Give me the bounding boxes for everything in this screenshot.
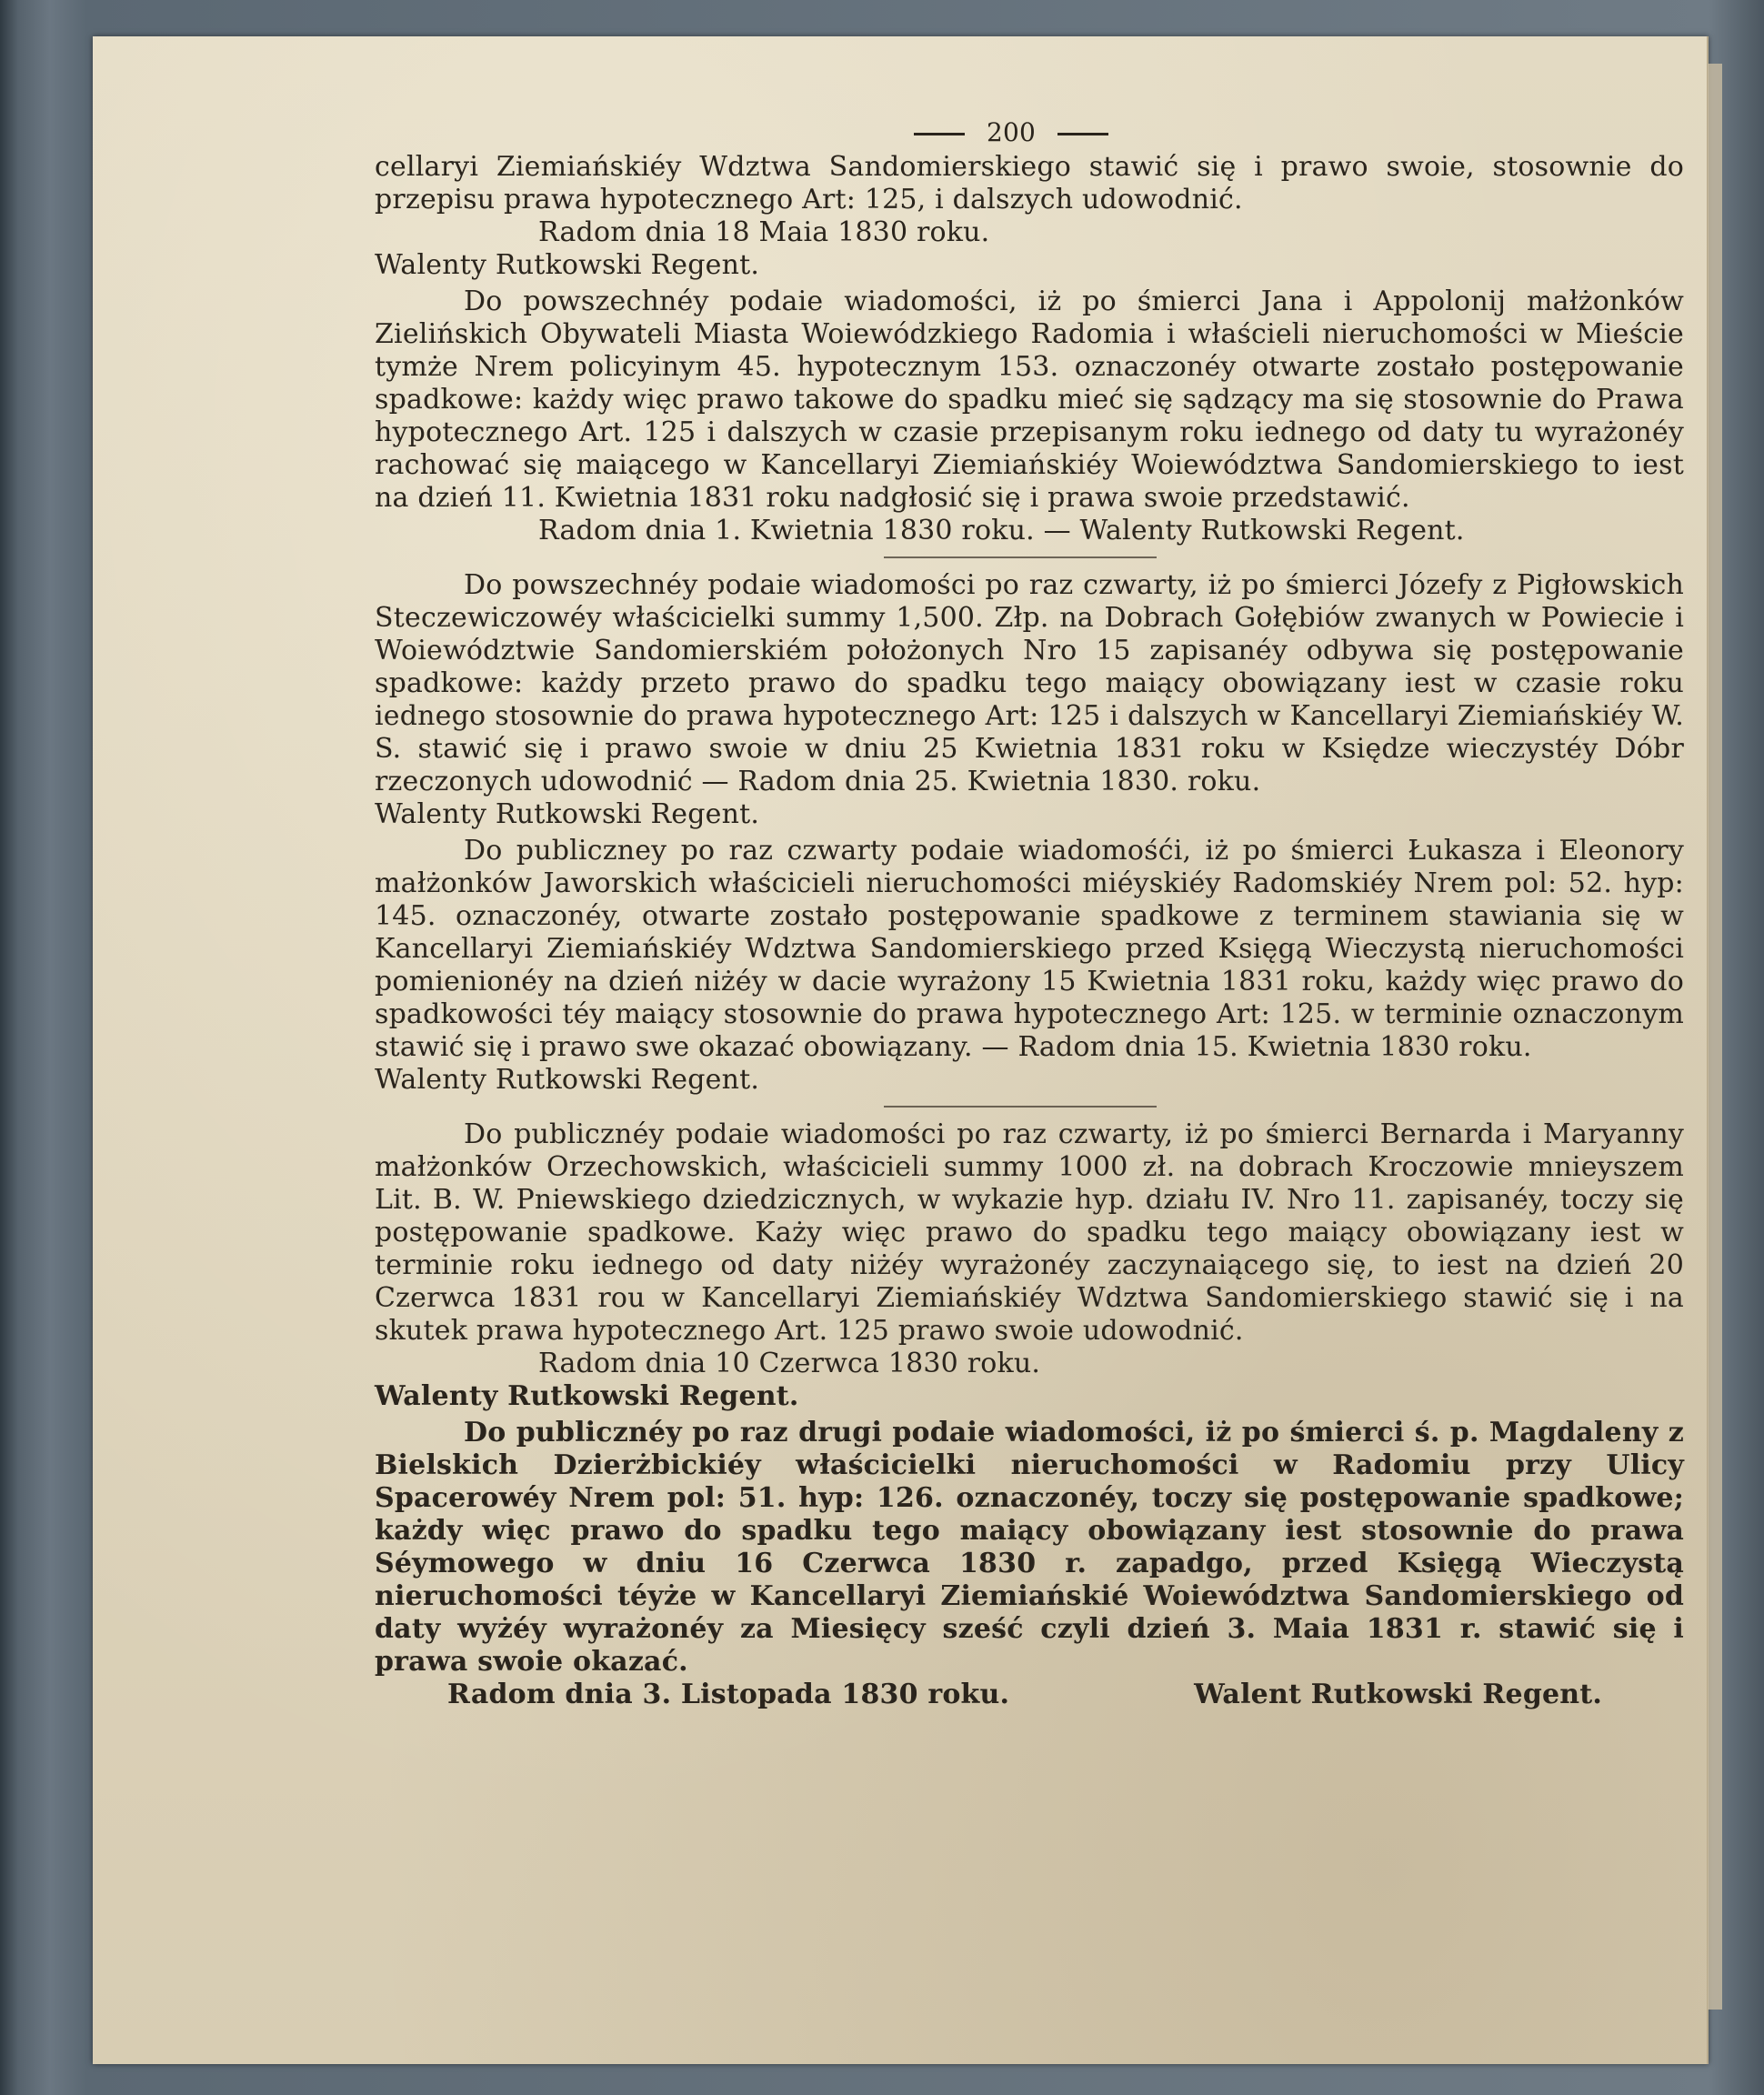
notice-paragraph: Do publicznéy podaie wiadomości po raz czwarty, iż po śmierci Bernarda i Maryanny małżonków Orzechowskich, właścicieli summy 1000 zł. na dobrach Kroczowie mnieyszem Lit. B. W. Pniewskiego dziedzicznych, w wykazie hyp. działu IV. Nro 11. zapisanéy, toczy się postępowanie spadkowe. Każy więc prawo do spadku tego maiący obowiązany iest w terminie roku iednego od daty niżéy wyrażonéy zaczynaiącego się, to iest na dzień 20 Czerwca 1831 rou w Kancellaryi Ziemiańskiéy Wdztwa Sandomierskiego stawić się i na skutek prawa hypotecznego Art. 125 prawo swoie udowodnić.: [375, 1118, 1684, 1347]
notice-signature: Walenty Rutkowski Regent.: [375, 1064, 760, 1096]
page-header: [338, 116, 1684, 151]
page-number: 200: [986, 117, 1037, 147]
notice-dzierzbicka: [375, 1417, 1684, 1711]
final-date-signature-row: [375, 1679, 1684, 1711]
notice-paragraph: Do powszechnéy podaie wiadomości, iż po śmierci Jana i Appolonij małżonków Zielińskich Obywateli Miasta Woiewódzkiego Radomia i właścieli nieruchomości w Mieście tymże Nrem policyinym 45. hypotecznym 153. oznaczonéy otwarte zostało postępowanie spadkowe: każdy więc prawo takowe do spadku mieć się sądzący ma się stosownie do Prawa hypotecznego Art. 125 i dalszych w czasie przepisanym roku iednego od daty tu wyrażonéy rachować się maiącego w Kancellaryi Ziemiańskiéy Woiewództwa Sandomierskiego to iest na dzień 11. Kwietnia 1831 roku nadgłosić się i prawa swoie przedstawić.: [375, 286, 1684, 514]
document-text: [375, 116, 1684, 1715]
notice-date: Radom dnia 3. Listopada 1830 roku.: [447, 1679, 1010, 1710]
notice-paragraph: Do publicznéy po raz drugi podaie wiadomości, iż po śmierci ś. p. Magdaleny z Bielskich Dzierżbickiéy właścicielki nieruchomości w Radomiu przy Ulicy Spacerowéy Nrem pol: 51. hyp: 126. oznaczonéy, toczy się postępowanie spadkowe; każdy więc prawo do spadku tego maiący obowiązany iest stosownie do prawa Séymowego w dniu 16 Czerwca 1830 r. zapadgo, przed Księgą Wieczystą nieruchomości téyże w Kancellaryi Ziemiańskié Woiewództwa Sandomierskiego od daty wyżéy wyrażonéy za Miesięcy sześć czyli dzień 3. Maia 1831 r. stawić się i prawa swoie okazać.: [375, 1417, 1684, 1678]
separator-rule: [884, 556, 1157, 558]
notice-signature: Walenty Rutkowski Regent.: [375, 249, 760, 281]
left-dash: [914, 133, 965, 135]
notice-date-signature: Radom dnia 1. Kwietnia 1830 roku. — Walenty Rutkowski Regent.: [538, 515, 1465, 546]
notice-paragraph: Do publiczney po raz czwarty podaie wiadomośći, iż po śmierci Łukasza i Eleonory małżonków Jaworskich właścicieli nieruchomości miéyskiéy Radomskiéy Nrem pol: 52. hyp: 145. oznaczonéy, otwarte zostało postępowanie spadkowe z terminem stawiania się w Kancellaryi Ziemiańskiéy Wdztwa Sandomierskiego przed Księgą Wieczystą nieruchomości pomienionéy na dzień niżéy w dacie wyrażony 15 Kwietnia 1831 roku, każdy więc prawo do spadkowości téy maiący stosownie do prawa hypotecznego Art: 125. w terminie oznaczonym stawić się i prawo swe okazać obowiązany. — Radom dnia 15. Kwietnia 1830 roku.: [375, 835, 1684, 1063]
page-edge: [1708, 64, 1722, 2010]
notice-signature: Walent Rutkowski Regent.: [1194, 1679, 1602, 1710]
notice-continued: [375, 151, 1684, 282]
notice-zielinski: [375, 286, 1684, 547]
notice-date: Radom dnia 18 Maia 1830 roku.: [538, 216, 990, 248]
separator-rule: [884, 1106, 1157, 1108]
notice-signature: Walenty Rutkowski Regent.: [375, 1380, 799, 1412]
notice-paragraph: cellaryi Ziemiańskiéy Wdztwa Sandomierskiego stawić się i prawo swoie, stosownie do przepisu prawa hypotecznego Art: 125, i dalszych udowodnić.: [375, 151, 1684, 216]
notice-paragraph: Do powszechnéy podaie wiadomości po raz czwarty, iż po śmierci Józefy z Pigłowskich Steczewiczowéy właścicielki summy 1,500. Złp. na Dobrach Gołębiów zwanych w Powiecie i Woiewództwie Sandomierskiém położonych Nro 15 zapisanéy odbywa się postępowanie spadkowe: każdy przeto prawo do spadku tego maiący obowiązany iest w czasie roku iednego stosownie do prawa hypotecznego Art: 125 i dalszych w Kancellaryi Ziemiańskiéy W. S. stawić się i prawo swoie w dniu 25 Kwietnia 1831 roku w Księdze wieczystéy Dóbr rzeczonych udowodnić — Radom dnia 25. Kwietnia 1830. roku.: [375, 569, 1684, 797]
notice-orzechowski: [375, 1118, 1684, 1413]
notice-steczewicz: [375, 569, 1684, 831]
right-dash: [1057, 133, 1108, 135]
notice-jaworski: [375, 835, 1684, 1097]
notice-date: Radom dnia 10 Czerwca 1830 roku.: [538, 1348, 1041, 1379]
notice-signature: Walenty Rutkowski Regent.: [375, 798, 760, 830]
